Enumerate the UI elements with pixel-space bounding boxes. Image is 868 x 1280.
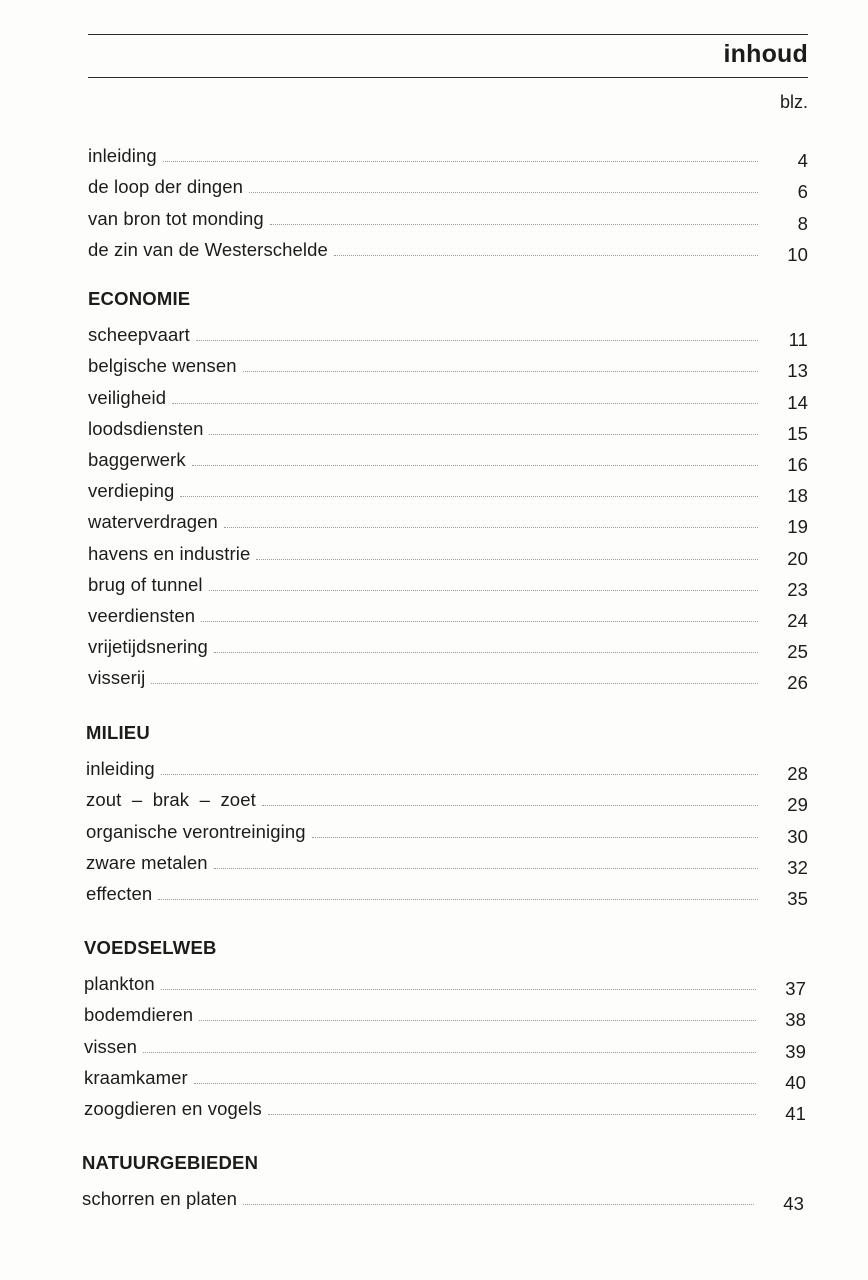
toc-entry	[88, 533, 808, 569]
dot-leader	[163, 161, 758, 162]
toc-entry-page-number: 15	[787, 422, 808, 444]
toc-entry-label: visserij	[88, 667, 146, 689]
toc-entry-page-number: 10	[787, 243, 808, 265]
toc-entry-page-number: 30	[787, 825, 808, 847]
toc-entry	[88, 471, 808, 507]
toc-entry-label: vrijetijdsnering	[88, 636, 208, 658]
toc-entry-page-number: 16	[787, 453, 808, 475]
toc-entry	[84, 1026, 806, 1062]
toc-entry	[86, 811, 808, 847]
toc-entry	[88, 315, 808, 351]
toc-entry-label: inleiding	[88, 145, 157, 167]
dot-leader	[243, 1204, 754, 1205]
toc-entry-label: brug of tunnel	[88, 573, 203, 595]
toc-entry	[88, 167, 808, 203]
dot-leader	[158, 899, 758, 900]
toc-entry-page-number: 24	[787, 609, 808, 631]
toc-entry-label: de zin van de Westerschelde	[88, 238, 328, 260]
toc-entry	[82, 1179, 804, 1215]
dot-leader	[194, 1083, 756, 1084]
dot-leader	[143, 1052, 756, 1053]
dot-leader	[256, 559, 758, 560]
dot-leader	[199, 1020, 756, 1021]
toc-entry-page-number: 25	[787, 641, 808, 663]
toc-entry	[88, 440, 808, 475]
toc-entry-page-number: 4	[797, 150, 808, 172]
section-heading: NATUURGEBIEDEN	[82, 1152, 259, 1173]
toc-entry	[88, 565, 808, 600]
dot-leader	[214, 868, 758, 869]
toc-entry-page-number: 11	[788, 329, 808, 351]
toc-entry	[84, 1089, 806, 1124]
toc-entry-label: inleiding	[86, 758, 155, 780]
dot-leader	[196, 340, 758, 341]
toc-entry-page-number: 38	[785, 1009, 806, 1031]
dot-leader	[270, 224, 758, 225]
dot-leader	[151, 683, 758, 684]
toc-entry-page-number: 23	[787, 578, 808, 600]
toc-entry-page-number: 13	[787, 360, 808, 382]
dot-leader	[180, 496, 758, 497]
toc-entry-label: veerdiensten	[88, 604, 196, 626]
toc-section-voedselweb	[84, 932, 806, 1124]
toc-entry	[86, 780, 808, 816]
toc-entry	[88, 596, 808, 631]
toc-entry-label: verdieping	[88, 480, 175, 502]
toc-section-economie	[88, 283, 808, 694]
toc-entry-label: loodsdiensten	[88, 417, 204, 439]
dot-leader	[268, 1114, 756, 1115]
toc-entry-label: van bron tot monding	[88, 207, 264, 229]
toc-entry-label: waterverdragen	[88, 511, 218, 533]
section-heading: VOEDSELWEB	[84, 937, 217, 958]
toc-entry-page-number: 20	[787, 547, 808, 569]
dot-leader	[214, 652, 758, 653]
toc-entry-page-number: 40	[785, 1071, 806, 1093]
dot-leader	[334, 255, 758, 256]
page-title: inhoud	[723, 40, 808, 68]
toc-entry-page-number: 28	[787, 763, 808, 785]
toc-entry	[88, 502, 808, 538]
toc-entry-label: de loop der dingen	[88, 176, 244, 198]
toc-entry	[88, 658, 808, 694]
toc-section-natuurgebieden	[82, 1147, 804, 1215]
dot-leader	[209, 590, 758, 591]
toc-entry-page-number: 19	[787, 516, 808, 538]
toc-entry-page-number: 8	[797, 212, 808, 234]
toc-entry-label: organische verontreiniging	[86, 820, 306, 842]
toc-entry	[86, 843, 808, 878]
toc-entry	[86, 749, 808, 785]
toc-entry-label: havens en industrie	[88, 542, 251, 564]
dot-leader	[209, 434, 758, 435]
toc-entry	[86, 874, 808, 909]
toc-entry	[84, 1058, 806, 1093]
toc-entry-label: effecten	[86, 882, 153, 904]
toc-entry	[88, 627, 808, 663]
toc-entry-label: baggerwerk	[88, 448, 186, 470]
section-heading: ECONOMIE	[88, 288, 191, 309]
toc-entry-page-number: 6	[797, 181, 808, 203]
dot-leader	[224, 527, 758, 528]
toc-entry	[84, 995, 806, 1031]
toc-entry-page-number: 39	[785, 1040, 806, 1062]
toc-entry-page-number: 29	[787, 794, 808, 816]
toc-entry-label: zware metalen	[86, 851, 208, 873]
toc-entry-label: bodemdieren	[84, 1004, 194, 1026]
dot-leader	[249, 192, 758, 193]
section-heading: MILIEU	[86, 722, 150, 743]
dot-leader	[161, 989, 756, 990]
toc-section-milieu	[86, 717, 808, 909]
toc-entry-label: veiligheid	[88, 386, 167, 408]
toc-entry-page-number: 32	[787, 856, 808, 878]
toc-entry	[84, 964, 806, 1000]
toc-entry-label: zout – brak – zoet	[86, 789, 256, 811]
toc-entry-page-number: 18	[787, 485, 808, 507]
toc-entry-label: zoogdieren en vogels	[84, 1097, 262, 1119]
toc-entry	[88, 230, 808, 265]
toc-entry-page-number: 26	[787, 672, 808, 694]
toc-entry	[88, 198, 808, 234]
toc-entry-page-number: 41	[785, 1102, 806, 1124]
toc-entry	[88, 346, 808, 382]
toc-entry	[88, 409, 808, 444]
toc-entry-label: belgische wensen	[88, 355, 237, 377]
toc-entry	[88, 136, 808, 172]
toc-entry-page-number: 14	[787, 391, 808, 413]
title-rule	[88, 77, 808, 78]
dot-leader	[161, 774, 758, 775]
toc-entry-label: kraamkamer	[84, 1066, 188, 1088]
toc-entry-page-number: 43	[783, 1193, 804, 1215]
top-rule	[88, 34, 808, 35]
dot-leader	[243, 371, 758, 372]
dot-leader	[262, 805, 758, 806]
toc-entry-page-number: 37	[785, 978, 806, 1000]
toc-intro-list	[88, 136, 808, 265]
toc-entry-label: plankton	[84, 973, 155, 995]
toc-entry-page-number: 35	[787, 887, 808, 909]
toc-entry-label: schorren en platen	[82, 1188, 238, 1210]
toc-entry-label: vissen	[84, 1035, 138, 1057]
dot-leader	[192, 465, 758, 466]
dot-leader	[201, 621, 758, 622]
dot-leader	[172, 403, 758, 404]
page-column-label: blz.	[779, 92, 808, 112]
toc-entry-label: scheepvaart	[88, 324, 190, 346]
dot-leader	[312, 837, 758, 838]
toc-entry	[88, 377, 808, 413]
